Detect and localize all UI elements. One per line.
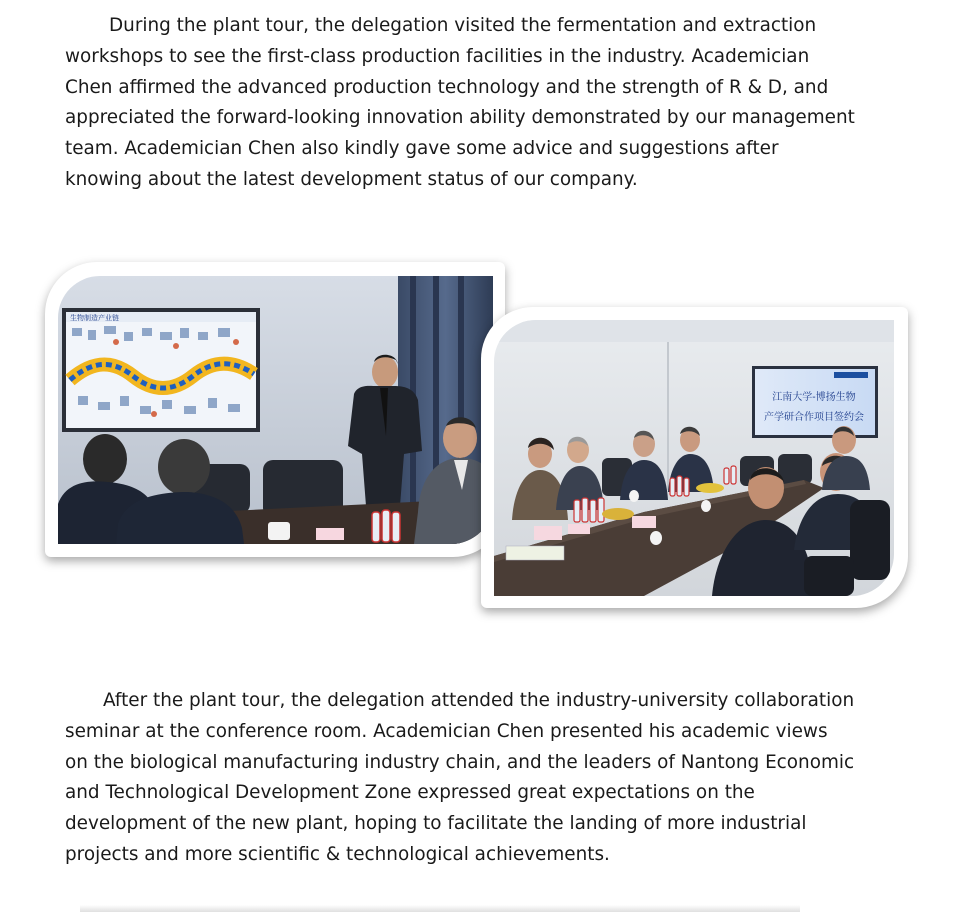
screen-line-2: 产学研合作项目签约会 <box>764 412 864 423</box>
photo-presentation <box>58 276 493 544</box>
paragraph-seminar: After the plant tour, the delegation attended the industry-university collaboration seminar at the conference room. Academician Chen presented his academic views on the biological manufacturing industry chain, and the leaders of Nantong Economic and Technological Development Zone expressed great expectations on the development of the new plant, hoping to facilitate the landing of more industrial projects and more scientific & technological achievements. <box>65 690 855 865</box>
photo-frame-presentation <box>45 262 505 557</box>
screen-title: 生物制造产业链 <box>70 314 119 322</box>
screen-line-1: 江南大学-博扬生物 <box>772 392 856 403</box>
bottom-divider <box>80 905 800 912</box>
photo-frame-signing-meeting <box>481 307 908 608</box>
paragraph-plant-tour: During the plant tour, the delegation visited the fermentation and extraction workshops to see the first-class production facilities in the industry. Academician Chen affirmed the advanced production technology and the strength of R & D, and appreciated the forward-looking innovation ability demonstrated by our management team. Academician Chen also kindly gave some advice and suggestions after knowing about the latest development status of our company. <box>65 15 855 190</box>
photo-signing-meeting <box>494 320 894 596</box>
